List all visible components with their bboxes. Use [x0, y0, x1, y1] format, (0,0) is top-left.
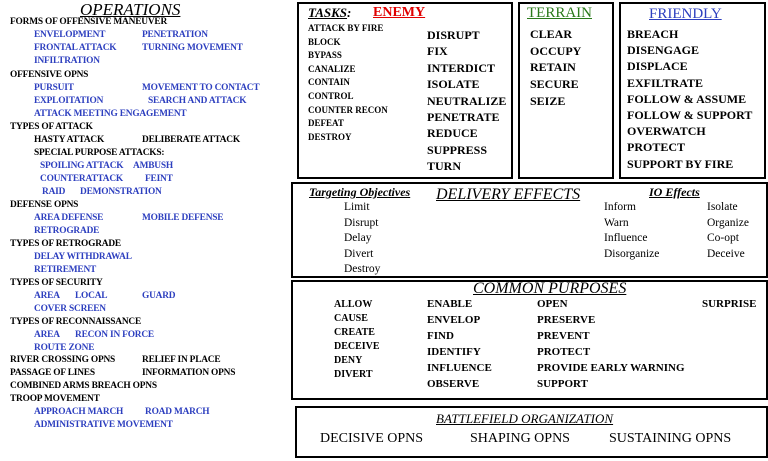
purpose-item: PREVENT: [537, 330, 590, 342]
purpose-item: ENVELOP: [427, 314, 481, 326]
battlefield-item: SUSTAINING OPNS: [609, 431, 732, 446]
tasks-label: TASKS:: [308, 5, 352, 20]
friendly-task: FOLLOW & ASSUME: [627, 91, 747, 106]
io-effects-label: IO Effects: [649, 185, 700, 199]
terrain-label: TERRAIN: [527, 5, 592, 21]
operation-type: PURSUIT: [34, 83, 74, 93]
io-effect: Inform: [604, 201, 636, 213]
operation-type: SEARCH AND ATTACK: [148, 96, 247, 106]
operation-category: TYPES OF RETROGRADE: [10, 239, 121, 249]
purpose-item: INFLUENCE: [427, 362, 492, 374]
purpose-item: SUPPORT: [537, 378, 588, 390]
purpose-item: CREATE: [334, 327, 375, 338]
operation-type: FRONTAL ATTACK: [34, 43, 117, 53]
operation-type: AREA: [34, 330, 60, 340]
operations-title: OPERATIONS: [80, 0, 181, 19]
operation-type: RETIREMENT: [34, 265, 97, 275]
operation-category: INFORMATION OPNS: [142, 368, 236, 378]
purpose-item: PROTECT: [537, 346, 591, 358]
delivery-effects-title: DELIVERY EFFECTS: [436, 186, 581, 203]
friendly-task: EXFILTRATE: [627, 75, 704, 90]
operation-category: OFFENSIVE OPNS: [10, 70, 89, 80]
operation-type: MOVEMENT TO CONTACT: [142, 83, 260, 93]
operation-category: TYPES OF RECONNAISSANCE: [10, 317, 142, 327]
enemy-task: DEFEAT: [308, 118, 344, 129]
operation-type: DELIBERATE ATTACK: [142, 135, 240, 145]
operation-type: RECON IN FORCE: [75, 330, 154, 340]
enemy-task: SUPPRESS: [427, 142, 488, 157]
enemy-task: CONTAIN: [308, 77, 350, 88]
battlefield-item: DECISIVE OPNS: [320, 431, 424, 446]
enemy-label: ENEMY: [373, 5, 426, 20]
purpose-item: DIVERT: [334, 369, 373, 380]
friendly-task: PROTECT: [627, 140, 686, 155]
operation-type: LOCAL: [75, 291, 108, 301]
purpose-item: ALLOW: [334, 299, 373, 310]
enemy-task: TURN: [427, 159, 462, 174]
operation-category: RELIEF IN PLACE: [142, 355, 221, 365]
terrain-task: CLEAR: [530, 27, 573, 41]
io-effect: Deceive: [707, 247, 745, 260]
enemy-task: NEUTRALIZE: [427, 93, 507, 108]
operation-type: AREA DEFENSE: [34, 213, 104, 223]
enemy-task: COUNTER RECON: [308, 104, 388, 115]
enemy-task: REDUCE: [427, 126, 478, 141]
operation-type: DEMONSTRATION: [80, 187, 162, 197]
operation-type: RETROGRADE: [34, 226, 100, 236]
operation-type: COVER SCREEN: [34, 304, 106, 314]
io-effect: Warn: [604, 216, 629, 229]
friendly-task: FOLLOW & SUPPORT: [627, 108, 753, 122]
operation-type: RAID: [42, 187, 66, 197]
purpose-item: OBSERVE: [427, 378, 480, 390]
operation-type: DELAY WITHDRAWAL: [34, 252, 132, 262]
friendly-task: DISPLACE: [627, 59, 688, 74]
enemy-task: DISRUPT: [427, 28, 480, 42]
purpose-item: DECEIVE: [334, 341, 380, 352]
operation-type: AREA: [34, 291, 60, 301]
enemy-task: CANALIZE: [308, 63, 356, 74]
operation-type: SPECIAL PURPOSE ATTACKS:: [34, 148, 165, 158]
operation-type: APPROACH MARCH: [34, 407, 124, 417]
operation-type: AMBUSH: [133, 161, 173, 171]
terrain-task: SECURE: [530, 77, 579, 92]
purpose-item: OPEN: [537, 298, 568, 310]
common-purposes-box: [291, 280, 768, 400]
io-effect: Disorganize: [604, 247, 660, 260]
operation-type: MOBILE DEFENSE: [142, 213, 224, 223]
operation-category: TYPES OF SECURITY: [10, 278, 103, 288]
operation-type: ADMINISTRATIVE MOVEMENT: [34, 420, 173, 430]
operation-type: EXPLOITATION: [34, 96, 104, 106]
io-effect: Organize: [707, 216, 749, 229]
enemy-task: CONTROL: [308, 91, 354, 101]
enemy-task: BYPASS: [308, 50, 342, 61]
operation-type: ROAD MARCH: [145, 407, 210, 417]
operation-type: PENETRATION: [142, 30, 208, 40]
operation-type: HASTY ATTACK: [34, 135, 105, 145]
operation-type: SPOILING ATTACK: [40, 161, 124, 171]
enemy-task: INTERDICT: [427, 60, 496, 75]
operation-type: ROUTE ZONE: [34, 343, 95, 353]
targeting-objective: Destroy: [344, 263, 381, 276]
friendly-label: FRIENDLY: [649, 6, 722, 22]
operation-type: INFILTRATION: [34, 56, 100, 66]
purpose-item: ENABLE: [427, 298, 473, 310]
targeting-objective: Delay: [344, 232, 372, 245]
purpose-item: SURPRISE: [702, 298, 757, 310]
purpose-item: CAUSE: [334, 313, 368, 324]
operation-category: FORMS OF OFFENSIVE MANEUVER: [10, 17, 168, 27]
enemy-task: ATTACK BY FIRE: [308, 23, 384, 33]
operation-category: TYPES OF ATTACK: [10, 122, 93, 132]
terrain-task: OCCUPY: [530, 43, 582, 58]
terrain-task: SEIZE: [530, 93, 566, 108]
purpose-item: PRESERVE: [537, 314, 596, 326]
battlefield-item: SHAPING OPNS: [470, 431, 570, 446]
enemy-task: ISOLATE: [427, 77, 480, 92]
purpose-item: IDENTIFY: [427, 346, 481, 358]
operation-category: DEFENSE OPNS: [10, 200, 79, 210]
enemy-task: PENETRATE: [427, 110, 500, 124]
operation-type: COUNTERATTACK: [40, 174, 123, 184]
common-purposes-title: COMMON PURPOSES: [473, 280, 627, 297]
friendly-task: BREACH: [627, 27, 679, 41]
purpose-item: DENY: [334, 355, 363, 366]
targeting-objective: Disrupt: [344, 216, 379, 229]
targeting-objectives-label: Targeting Objectives: [309, 185, 411, 199]
operation-category: COMBINED ARMS BREACH OPNS: [10, 381, 157, 391]
targeting-objective: Divert: [344, 247, 374, 260]
operation-type: GUARD: [142, 291, 176, 301]
purpose-item: PROVIDE EARLY WARNING: [537, 362, 685, 374]
enemy-task: BLOCK: [308, 36, 341, 47]
targeting-objective: Limit: [344, 201, 370, 213]
io-effect: Co-opt: [707, 232, 739, 245]
friendly-task: SUPPORT BY FIRE: [627, 156, 734, 171]
operation-category: TROOP MOVEMENT: [10, 394, 100, 404]
friendly-task: OVERWATCH: [627, 124, 706, 139]
operation-category: PASSAGE OF LINES: [10, 368, 95, 378]
friendly-task: DISENGAGE: [627, 43, 700, 58]
operation-type: TURNING MOVEMENT: [142, 43, 243, 53]
enemy-task: DESTROY: [308, 131, 352, 142]
operation-type: FEINT: [145, 174, 173, 184]
io-effect: Influence: [604, 232, 648, 245]
purpose-item: FIND: [427, 330, 454, 342]
enemy-task: FIX: [427, 44, 448, 59]
terrain-task: RETAIN: [530, 60, 576, 75]
battlefield-organization-title: BATTLEFIELD ORGANIZATION: [436, 411, 614, 426]
io-effect: Isolate: [707, 201, 738, 213]
operation-type: ENVELOPMENT: [34, 30, 106, 40]
operation-category: RIVER CROSSING OPNS: [10, 355, 116, 365]
operation-type: ATTACK MEETING ENGAGEMENT: [34, 109, 187, 119]
